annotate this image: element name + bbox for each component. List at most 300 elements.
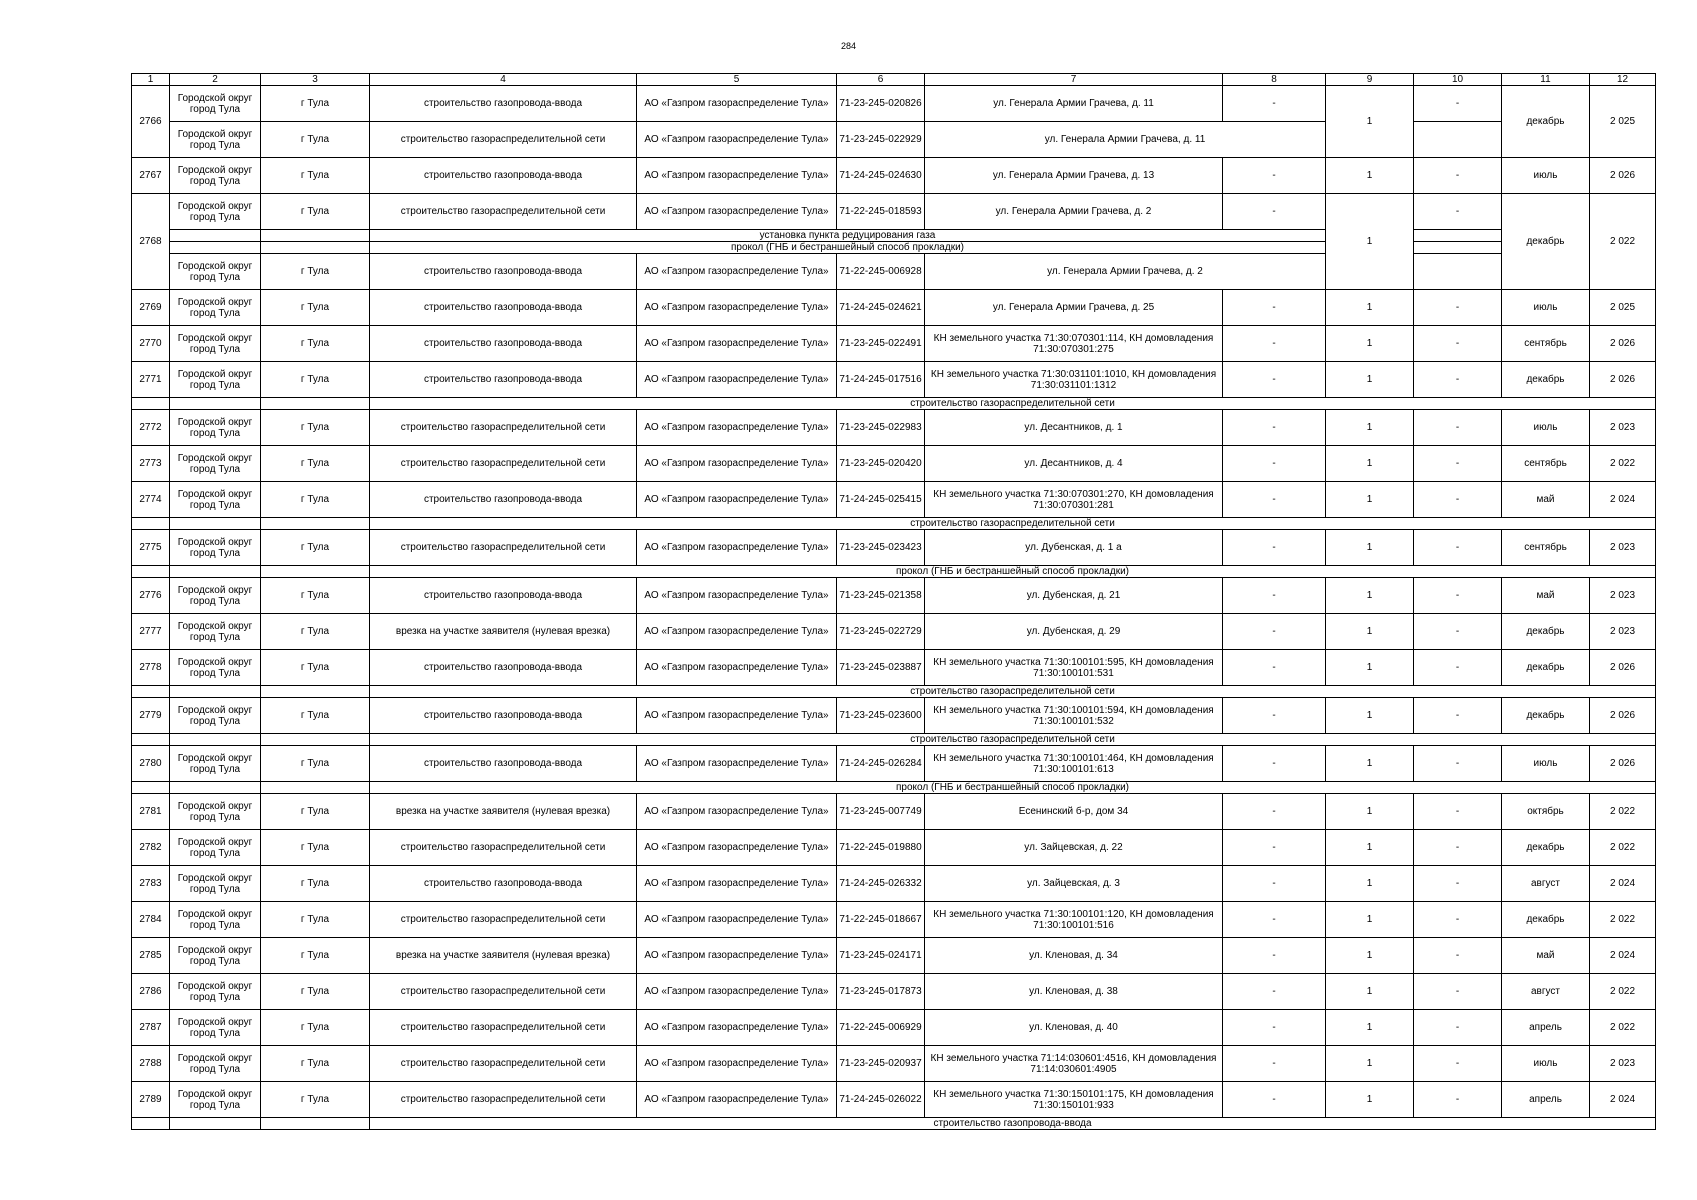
work-type-cell: строительство газораспределительной сети: [370, 830, 637, 866]
organization-cell: АО «Газпром газораспределение Тула»: [637, 290, 837, 326]
column-9-cell: 1: [1326, 1046, 1414, 1082]
address-cell: ул. Десантников, д. 1: [925, 410, 1223, 446]
row-number: 2774: [132, 482, 170, 518]
application-code-cell: 71-24-245-026022: [837, 1082, 925, 1118]
city-cell: г Тула: [261, 254, 370, 290]
organization-cell: АО «Газпром газораспределение Тула»: [637, 446, 837, 482]
column-header-10: 10: [1414, 74, 1502, 86]
table-row: [132, 482, 1656, 518]
municipality-cell: Городской округ город Тула: [170, 530, 261, 566]
sub-work-label: строительство газопровода-ввода: [370, 1118, 1656, 1130]
application-code-cell: 71-24-245-025415: [837, 482, 925, 518]
row-number: 2771: [132, 362, 170, 398]
table-row: [132, 614, 1656, 650]
row-number: 2776: [132, 578, 170, 614]
row-number: 2781: [132, 794, 170, 830]
column-9-cell: 1: [1326, 974, 1414, 1010]
column-8-cell: -: [1223, 866, 1326, 902]
column-9-cell: 1: [1326, 746, 1414, 782]
table-row: [132, 974, 1656, 1010]
address-cell: ул. Генерала Армии Грачева, д. 11: [925, 86, 1223, 122]
city-cell: г Тула: [261, 830, 370, 866]
year-cell: 2 022: [1590, 1010, 1656, 1046]
column-8-cell: -: [1223, 362, 1326, 398]
row-number: 2767: [132, 158, 170, 194]
row-number: 2782: [132, 830, 170, 866]
work-type-cell: строительство газораспределительной сети: [370, 1046, 637, 1082]
column-8-cell: -: [1223, 1010, 1326, 1046]
table-row: [132, 866, 1656, 902]
column-8-cell: -: [1223, 1046, 1326, 1082]
municipality-cell: Городской округ город Тула: [170, 650, 261, 686]
row-number: 2773: [132, 446, 170, 482]
year-cell: 2 024: [1590, 866, 1656, 902]
address-cell: ул. Дубенская, д. 21: [925, 578, 1223, 614]
column-9-cell: 1: [1326, 290, 1414, 326]
month-cell: декабрь: [1502, 902, 1590, 938]
empty-cell: [170, 242, 261, 254]
application-code-cell: 71-24-245-024630: [837, 158, 925, 194]
column-8-cell: -: [1223, 446, 1326, 482]
work-type-cell: строительство газопровода-ввода: [370, 158, 637, 194]
sub-work-row: [132, 782, 1656, 794]
work-type-cell: строительство газораспределительной сети: [370, 1010, 637, 1046]
empty-cell: [170, 734, 261, 746]
column-header-9: 9: [1326, 74, 1414, 86]
address-cell: ул. Зайцевская, д. 3: [925, 866, 1223, 902]
table-row: [132, 794, 1656, 830]
address-cell: ул. Дубенская, д. 29: [925, 614, 1223, 650]
column-9-cell: 1: [1326, 530, 1414, 566]
organization-cell: АО «Газпром газораспределение Тула»: [637, 578, 837, 614]
sub-work-row: [132, 230, 1656, 242]
empty-cell: [132, 1118, 170, 1130]
organization-cell: АО «Газпром газораспределение Тула»: [637, 158, 837, 194]
organization-cell: АО «Газпром газораспределение Тула»: [637, 698, 837, 734]
year-cell: 2 023: [1590, 614, 1656, 650]
municipality-cell: Городской округ город Тула: [170, 698, 261, 734]
column-10-cell: -: [1414, 482, 1502, 518]
month-cell: май: [1502, 938, 1590, 974]
column-10-cell: -: [1414, 614, 1502, 650]
organization-cell: АО «Газпром газораспределение Тула»: [637, 830, 837, 866]
table-row: [132, 650, 1656, 686]
month-cell: декабрь: [1502, 614, 1590, 650]
column-10-cell: -: [1414, 410, 1502, 446]
address-cell: КН земельного участка 71:30:100101:594, КН домовладения 71:30:100101:532: [925, 698, 1223, 734]
column-8-cell: -: [1223, 326, 1326, 362]
empty-cell: [261, 242, 370, 254]
application-code-cell: 71-24-245-026332: [837, 866, 925, 902]
year-cell: 2 026: [1590, 158, 1656, 194]
table-row: [132, 290, 1656, 326]
column-8-cell: -: [1223, 530, 1326, 566]
address-cell: КН земельного участка 71:30:100101:464, КН домовладения 71:30:100101:613: [925, 746, 1223, 782]
city-cell: г Тула: [261, 866, 370, 902]
application-code-cell: 71-24-245-026284: [837, 746, 925, 782]
month-cell: декабрь: [1502, 650, 1590, 686]
application-code-cell: 71-23-245-017873: [837, 974, 925, 1010]
column-10-cell: -: [1414, 1046, 1502, 1082]
sub-work-row: [132, 686, 1656, 698]
column-9-cell: 1: [1326, 794, 1414, 830]
column-8-cell: -: [1223, 158, 1326, 194]
work-type-cell: строительство газопровода-ввода: [370, 326, 637, 362]
column-10-cell: -: [1414, 578, 1502, 614]
column-9-cell: 1: [1326, 614, 1414, 650]
municipality-cell: Городской округ город Тула: [170, 1046, 261, 1082]
header-row: [132, 74, 1656, 86]
column-10-cell: -: [1414, 866, 1502, 902]
table-row: [132, 578, 1656, 614]
column-8-cell: -: [1223, 746, 1326, 782]
city-cell: г Тула: [261, 530, 370, 566]
year-cell: 2 024: [1590, 938, 1656, 974]
table-row: [132, 698, 1656, 734]
column-10-cell: -: [1414, 746, 1502, 782]
month-cell: июль: [1502, 1046, 1590, 1082]
year-cell: 2 022: [1590, 974, 1656, 1010]
column-10-cell: -: [1414, 86, 1502, 122]
city-cell: г Тула: [261, 410, 370, 446]
table-row: [132, 410, 1656, 446]
row-number: 2780: [132, 746, 170, 782]
sub-work-row: [132, 1118, 1656, 1130]
city-cell: г Тула: [261, 290, 370, 326]
work-type-cell: строительство газораспределительной сети: [370, 122, 637, 158]
year-cell: 2 026: [1590, 362, 1656, 398]
column-8-cell: -: [1223, 830, 1326, 866]
work-type-cell: врезка на участке заявителя (нулевая врезка): [370, 794, 637, 830]
column-10-cell: -: [1414, 446, 1502, 482]
column-header-2: 2: [170, 74, 261, 86]
column-8-cell: -: [1223, 290, 1326, 326]
address-cell: ул. Генерала Армии Грачева, д. 25: [925, 290, 1223, 326]
address-cell: КН земельного участка 71:30:100101:595, КН домовладения 71:30:100101:531: [925, 650, 1223, 686]
column-9-cell: 1: [1326, 902, 1414, 938]
empty-cell: [132, 734, 170, 746]
empty-cell: [132, 686, 170, 698]
city-cell: г Тула: [261, 1046, 370, 1082]
month-cell: сентябрь: [1502, 326, 1590, 362]
application-code-cell: 71-24-245-024621: [837, 290, 925, 326]
municipality-cell: Городской округ город Тула: [170, 326, 261, 362]
table-row: [132, 746, 1656, 782]
month-cell: май: [1502, 578, 1590, 614]
month-cell: октябрь: [1502, 794, 1590, 830]
month-cell: июль: [1502, 158, 1590, 194]
column-9-cell: 1: [1326, 1010, 1414, 1046]
municipality-cell: Городской округ город Тула: [170, 290, 261, 326]
application-code-cell: 71-22-245-006928: [837, 254, 925, 290]
city-cell: г Тула: [261, 86, 370, 122]
city-cell: г Тула: [261, 194, 370, 230]
municipality-cell: Городской округ город Тула: [170, 446, 261, 482]
work-type-cell: врезка на участке заявителя (нулевая врезка): [370, 614, 637, 650]
year-cell: 2 026: [1590, 698, 1656, 734]
year-cell: 2 022: [1590, 794, 1656, 830]
application-code-cell: 71-22-245-006929: [837, 1010, 925, 1046]
table-row: [132, 446, 1656, 482]
year-cell: 2 025: [1590, 86, 1656, 158]
row-number: 2779: [132, 698, 170, 734]
column-9-cell: 1: [1326, 698, 1414, 734]
column-header-8: 8: [1223, 74, 1326, 86]
address-cell: ул. Десантников, д. 4: [925, 446, 1223, 482]
column-9-cell: 1: [1326, 410, 1414, 446]
year-cell: 2 023: [1590, 578, 1656, 614]
sub-work-row: [132, 734, 1656, 746]
column-10-cell: -: [1414, 290, 1502, 326]
city-cell: г Тула: [261, 938, 370, 974]
year-cell: 2 023: [1590, 410, 1656, 446]
application-code-cell: 71-23-245-020420: [837, 446, 925, 482]
year-cell: 2 025: [1590, 290, 1656, 326]
row-number: 2784: [132, 902, 170, 938]
year-cell: 2 026: [1590, 650, 1656, 686]
column-8-cell: -: [1223, 974, 1326, 1010]
month-cell: апрель: [1502, 1082, 1590, 1118]
empty-cell: [261, 1118, 370, 1130]
empty-cell: [170, 566, 261, 578]
column-9-cell: 1: [1326, 86, 1414, 158]
column-8-cell: -: [1223, 410, 1326, 446]
column-10-cell: -: [1414, 698, 1502, 734]
column-8-cell: -: [1223, 86, 1326, 122]
municipality-cell: Городской округ город Тула: [170, 1010, 261, 1046]
year-cell: 2 022: [1590, 446, 1656, 482]
table-row: [132, 194, 1656, 230]
organization-cell: АО «Газпром газораспределение Тула»: [637, 482, 837, 518]
column-9-cell: 1: [1326, 158, 1414, 194]
address-cell: ул. Дубенская, д. 1 а: [925, 530, 1223, 566]
city-cell: г Тула: [261, 614, 370, 650]
year-cell: 2 024: [1590, 1082, 1656, 1118]
row-number: 2769: [132, 290, 170, 326]
month-cell: июль: [1502, 746, 1590, 782]
application-code-cell: 71-23-245-023600: [837, 698, 925, 734]
table-row-continuation: [132, 122, 1656, 158]
application-code-cell: 71-23-245-024171: [837, 938, 925, 974]
row-number: 2787: [132, 1010, 170, 1046]
city-cell: г Тула: [261, 794, 370, 830]
column-8-cell: -: [1223, 650, 1326, 686]
address-cell: ул. Кленовая, д. 34: [925, 938, 1223, 974]
column-9-cell: 1: [1326, 482, 1414, 518]
organization-cell: АО «Газпром газораспределение Тула»: [637, 746, 837, 782]
row-number: 2777: [132, 614, 170, 650]
municipality-cell: Городской округ город Тула: [170, 158, 261, 194]
address-cell: КН земельного участка 71:14:030601:4516, КН домовладения 71:14:030601:4905: [925, 1046, 1223, 1082]
column-9-cell: 1: [1326, 830, 1414, 866]
organization-cell: АО «Газпром газораспределение Тула»: [637, 974, 837, 1010]
month-cell: июль: [1502, 410, 1590, 446]
month-cell: апрель: [1502, 1010, 1590, 1046]
month-cell: декабрь: [1502, 362, 1590, 398]
column-9-cell: 1: [1326, 578, 1414, 614]
month-cell: декабрь: [1502, 86, 1590, 158]
column-9-cell: 1: [1326, 866, 1414, 902]
column-9-cell: 1: [1326, 650, 1414, 686]
column-10-cell: -: [1414, 194, 1502, 230]
organization-cell: АО «Газпром газораспределение Тула»: [637, 86, 837, 122]
row-number: 2768: [132, 194, 170, 290]
work-type-cell: строительство газопровода-ввода: [370, 254, 637, 290]
column-9-cell: 1: [1326, 194, 1414, 290]
sub-work-label: строительство газораспределительной сети: [370, 518, 1656, 530]
municipality-cell: Городской округ город Тула: [170, 746, 261, 782]
month-cell: декабрь: [1502, 830, 1590, 866]
application-code-cell: 71-23-245-007749: [837, 794, 925, 830]
municipality-cell: Городской округ город Тула: [170, 794, 261, 830]
month-cell: май: [1502, 482, 1590, 518]
work-type-cell: строительство газораспределительной сети: [370, 1082, 637, 1118]
table-row: [132, 830, 1656, 866]
empty-cell: [261, 518, 370, 530]
municipality-cell: Городской округ город Тула: [170, 482, 261, 518]
column-header-1: 1: [132, 74, 170, 86]
empty-cell: [170, 518, 261, 530]
municipality-cell: Городской округ город Тула: [170, 614, 261, 650]
application-code-cell: 71-22-245-018667: [837, 902, 925, 938]
year-cell: 2 022: [1590, 830, 1656, 866]
work-type-cell: строительство газопровода-ввода: [370, 482, 637, 518]
empty-cell: [132, 398, 170, 410]
city-cell: г Тула: [261, 578, 370, 614]
sub-work-label: прокол (ГНБ и бестраншейный способ прокладки): [370, 566, 1656, 578]
empty-cell: [132, 566, 170, 578]
registry-body: [132, 74, 1656, 1130]
empty-cell: [261, 686, 370, 698]
work-type-cell: строительство газораспределительной сети: [370, 530, 637, 566]
application-code-cell: 71-24-245-017516: [837, 362, 925, 398]
column-10-cell: -: [1414, 794, 1502, 830]
table-row: [132, 1046, 1656, 1082]
empty-cell: [1414, 230, 1502, 242]
municipality-cell: Городской округ город Тула: [170, 362, 261, 398]
work-type-cell: строительство газопровода-ввода: [370, 746, 637, 782]
empty-cell: [261, 734, 370, 746]
year-cell: 2 022: [1590, 902, 1656, 938]
empty-cell: [261, 398, 370, 410]
column-10-cell: -: [1414, 530, 1502, 566]
year-cell: 2 026: [1590, 746, 1656, 782]
application-code-cell: 71-22-245-019880: [837, 830, 925, 866]
work-type-cell: строительство газораспределительной сети: [370, 902, 637, 938]
municipality-cell: Городской округ город Тула: [170, 902, 261, 938]
column-8-cell: -: [1223, 482, 1326, 518]
sub-work-label: строительство газораспределительной сети: [370, 686, 1656, 698]
organization-cell: АО «Газпром газораспределение Тула»: [637, 530, 837, 566]
city-cell: г Тула: [261, 362, 370, 398]
address-cell: КН земельного участка 71:30:070301:270, КН домовладения 71:30:070301:281: [925, 482, 1223, 518]
empty-cell: [261, 566, 370, 578]
city-cell: г Тула: [261, 158, 370, 194]
work-type-cell: строительство газопровода-ввода: [370, 650, 637, 686]
municipality-cell: Городской округ город Тула: [170, 938, 261, 974]
empty-cell: [1414, 242, 1502, 254]
municipality-cell: Городской округ город Тула: [170, 194, 261, 230]
table-row: [132, 530, 1656, 566]
application-code-cell: 71-23-245-023887: [837, 650, 925, 686]
application-code-cell: 71-23-245-020937: [837, 1046, 925, 1082]
table-row: [132, 902, 1656, 938]
empty-cell: [261, 230, 370, 242]
year-cell: 2 023: [1590, 530, 1656, 566]
registry-table: [131, 73, 1656, 1130]
column-header-4: 4: [370, 74, 637, 86]
table-row: [132, 362, 1656, 398]
row-number: 2772: [132, 410, 170, 446]
row-number: 2786: [132, 974, 170, 1010]
city-cell: г Тула: [261, 650, 370, 686]
sub-work-label: установка пункта редуцирования газа: [370, 230, 1326, 242]
city-cell: г Тула: [261, 974, 370, 1010]
work-type-cell: строительство газопровода-ввода: [370, 698, 637, 734]
month-cell: сентябрь: [1502, 446, 1590, 482]
year-cell: 2 024: [1590, 482, 1656, 518]
work-type-cell: строительство газопровода-ввода: [370, 86, 637, 122]
row-number: 2766: [132, 86, 170, 158]
address-cell: ул. Кленовая, д. 40: [925, 1010, 1223, 1046]
organization-cell: АО «Газпром газораспределение Тула»: [637, 902, 837, 938]
empty-cell: [170, 1118, 261, 1130]
application-code-cell: 71-23-245-022729: [837, 614, 925, 650]
month-cell: декабрь: [1502, 698, 1590, 734]
municipality-cell: Городской округ город Тула: [170, 86, 261, 122]
work-type-cell: строительство газораспределительной сети: [370, 194, 637, 230]
address-cell: ул. Генерала Армии Грачева, д. 2: [925, 254, 1326, 290]
row-number: 2778: [132, 650, 170, 686]
month-cell: сентябрь: [1502, 530, 1590, 566]
work-type-cell: строительство газораспределительной сети: [370, 446, 637, 482]
month-cell: август: [1502, 866, 1590, 902]
column-10-cell: -: [1414, 158, 1502, 194]
address-cell: ул. Генерала Армии Грачева, д. 11: [925, 122, 1326, 158]
column-10-cell: -: [1414, 650, 1502, 686]
empty-cell: [261, 782, 370, 794]
organization-cell: АО «Газпром газораспределение Тула»: [637, 614, 837, 650]
work-type-cell: строительство газопровода-ввода: [370, 578, 637, 614]
address-cell: ул. Генерала Армии Грачева, д. 13: [925, 158, 1223, 194]
column-9-cell: 1: [1326, 362, 1414, 398]
sub-work-label: строительство газораспределительной сети: [370, 734, 1656, 746]
address-cell: КН земельного участка 71:30:150101:175, КН домовладения 71:30:150101:933: [925, 1082, 1223, 1118]
address-cell: КН земельного участка 71:30:100101:120, КН домовладения 71:30:100101:516: [925, 902, 1223, 938]
column-8-cell: -: [1223, 698, 1326, 734]
empty-cell: [170, 398, 261, 410]
work-type-cell: строительство газораспределительной сети: [370, 410, 637, 446]
column-8-cell: -: [1223, 938, 1326, 974]
row-number: 2788: [132, 1046, 170, 1082]
row-number: 2785: [132, 938, 170, 974]
row-number: 2789: [132, 1082, 170, 1118]
column-10-cell: [1414, 122, 1502, 158]
city-cell: г Тула: [261, 446, 370, 482]
municipality-cell: Городской округ город Тула: [170, 830, 261, 866]
row-number: 2770: [132, 326, 170, 362]
column-10-cell: [1414, 254, 1502, 290]
column-8-cell: -: [1223, 194, 1326, 230]
column-8-cell: -: [1223, 578, 1326, 614]
year-cell: 2 023: [1590, 1046, 1656, 1082]
work-type-cell: строительство газопровода-ввода: [370, 362, 637, 398]
municipality-cell: Городской округ город Тула: [170, 578, 261, 614]
organization-cell: АО «Газпром газораспределение Тула»: [637, 410, 837, 446]
organization-cell: АО «Газпром газораспределение Тула»: [637, 362, 837, 398]
municipality-cell: Городской округ город Тула: [170, 974, 261, 1010]
address-cell: Есенинский б-р, дом 34: [925, 794, 1223, 830]
